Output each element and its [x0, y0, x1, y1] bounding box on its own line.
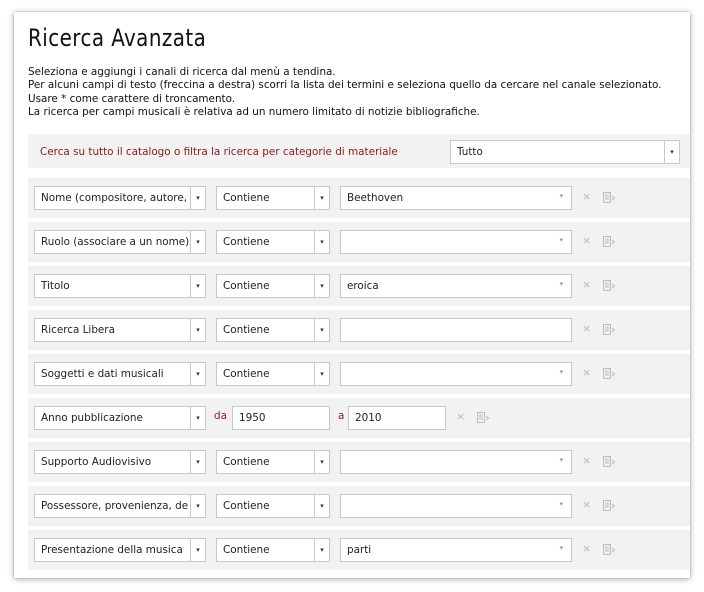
field-select[interactable]: [34, 406, 206, 430]
caret-down-icon[interactable]: ▾: [559, 280, 563, 288]
chevron-down-icon: ▾: [314, 319, 329, 341]
field-select[interactable]: [34, 362, 206, 386]
chevron-down-icon: ▾: [190, 187, 205, 209]
year-from-value: 1950: [239, 412, 266, 424]
operator-select-value: Contiene: [223, 280, 270, 292]
chevron-down-icon: ▾: [314, 495, 329, 517]
search-row: [28, 354, 690, 394]
field-select-value: Nome (compositore, autore,: [41, 192, 188, 204]
operator-select-value: Contiene: [223, 456, 270, 468]
close-icon[interactable]: ×: [582, 542, 592, 555]
operator-select-value: Contiene: [223, 500, 270, 512]
operator-select-value: Contiene: [223, 368, 270, 380]
search-value-input[interactable]: [340, 274, 572, 298]
chevron-down-icon: ▾: [190, 495, 205, 517]
caret-down-icon[interactable]: ▾: [559, 368, 563, 376]
operator-select[interactable]: [216, 362, 330, 386]
field-select[interactable]: [34, 494, 206, 518]
operator-select-value: Contiene: [223, 324, 270, 336]
search-value-input[interactable]: [340, 186, 572, 210]
field-select[interactable]: [34, 230, 206, 254]
page-title: Ricerca Avanzata: [28, 24, 207, 52]
duplicate-row-icon[interactable]: [602, 454, 616, 468]
search-value-input[interactable]: [340, 450, 572, 474]
search-value-input[interactable]: [340, 494, 572, 518]
instruction-line: Per alcuni campi di testo (freccina a destra) scorri la lista dei termini e seleziona quello da cercare nel canale selezionato.: [28, 79, 662, 92]
year-to-input[interactable]: [348, 406, 446, 430]
chevron-down-icon: ▾: [190, 451, 205, 473]
instruction-line: Usare * come carattere di troncamento.: [28, 92, 236, 105]
year-to-value: 2010: [355, 412, 382, 424]
field-select[interactable]: [34, 450, 206, 474]
instruction-line: La ricerca per campi musicali è relativa ad un numero limitato di notizie bibliografiche.: [28, 105, 480, 118]
close-icon[interactable]: ×: [582, 322, 592, 335]
duplicate-row-icon[interactable]: [602, 234, 616, 248]
search-value-input[interactable]: [340, 362, 572, 386]
search-value-input[interactable]: [340, 318, 572, 342]
field-select-value: Soggetti e dati musicali: [41, 368, 164, 380]
field-select-value: Ruolo (associare a un nome): [41, 236, 189, 248]
operator-select[interactable]: [216, 186, 330, 210]
instruction-line: Seleziona e aggiungi i canali di ricerca dal menù a tendina.: [28, 66, 336, 78]
field-select[interactable]: [34, 318, 206, 342]
chevron-down-icon: ▾: [314, 363, 329, 385]
operator-select[interactable]: [216, 494, 330, 518]
search-row: [28, 398, 690, 438]
category-filter-row: [28, 134, 690, 168]
chevron-down-icon: ▾: [190, 539, 205, 561]
operator-select-value: Contiene: [223, 544, 270, 556]
field-select-value: Presentazione della musica: [41, 544, 183, 556]
close-icon[interactable]: ×: [582, 498, 592, 511]
close-icon[interactable]: ×: [582, 234, 592, 247]
field-select[interactable]: [34, 538, 206, 562]
close-icon[interactable]: ×: [582, 278, 592, 291]
duplicate-row-icon[interactable]: [602, 322, 616, 336]
search-value-input[interactable]: [340, 538, 572, 562]
instructions: [28, 66, 662, 119]
search-value-text: parti: [347, 544, 372, 556]
chevron-down-icon: ▾: [190, 363, 205, 385]
caret-down-icon[interactable]: ▾: [559, 456, 563, 464]
duplicate-row-icon[interactable]: [476, 410, 490, 424]
caret-down-icon[interactable]: ▾: [559, 236, 563, 244]
duplicate-row-icon[interactable]: [602, 542, 616, 556]
caret-down-icon[interactable]: ▾: [559, 192, 563, 200]
search-row: [28, 442, 690, 482]
close-icon[interactable]: ×: [582, 366, 592, 379]
search-value-input[interactable]: [340, 230, 572, 254]
operator-select-value: Contiene: [223, 192, 270, 204]
chevron-down-icon: ▾: [190, 319, 205, 341]
chevron-down-icon: ▾: [190, 407, 205, 429]
duplicate-row-icon[interactable]: [602, 366, 616, 380]
close-icon[interactable]: ×: [456, 410, 466, 423]
search-row: [28, 266, 690, 306]
field-select[interactable]: [34, 274, 206, 298]
search-row: [28, 486, 690, 526]
operator-select[interactable]: [216, 450, 330, 474]
close-icon[interactable]: ×: [582, 190, 592, 203]
operator-select[interactable]: [216, 230, 330, 254]
operator-select[interactable]: [216, 318, 330, 342]
field-select-value: Supporto Audiovisivo: [41, 456, 152, 468]
chevron-down-icon: ▾: [190, 231, 205, 253]
duplicate-row-icon[interactable]: [602, 498, 616, 512]
field-select-value: Anno pubblicazione: [41, 412, 143, 424]
caret-down-icon[interactable]: ▾: [559, 500, 563, 508]
range-to-label: a: [338, 410, 345, 422]
chevron-down-icon: ▾: [190, 275, 205, 297]
caret-down-icon[interactable]: ▾: [559, 544, 563, 552]
category-select[interactable]: [450, 140, 680, 164]
advanced-search-panel: [14, 12, 690, 578]
operator-select[interactable]: [216, 538, 330, 562]
field-select-value: Possessore, provenienza, de: [41, 500, 189, 512]
search-value-text: eroica: [347, 280, 379, 292]
search-row: [28, 310, 690, 350]
duplicate-row-icon[interactable]: [602, 190, 616, 204]
year-from-input[interactable]: [232, 406, 330, 430]
chevron-down-icon: ▾: [314, 539, 329, 561]
chevron-down-icon: ▾: [314, 275, 329, 297]
category-select-value: Tutto: [457, 146, 483, 158]
chevron-down-icon: ▾: [664, 141, 679, 163]
field-select-value: Titolo: [41, 280, 70, 292]
operator-select[interactable]: [216, 274, 330, 298]
chevron-down-icon: ▾: [314, 231, 329, 253]
field-select-value: Ricerca Libera: [41, 324, 115, 336]
search-value-text: Beethoven: [347, 192, 404, 204]
category-filter-label: Cerca su tutto il catalogo o filtra la ricerca per categorie di materiale: [40, 146, 398, 158]
close-icon[interactable]: ×: [582, 454, 592, 467]
field-select[interactable]: [34, 186, 206, 210]
search-row: [28, 222, 690, 262]
range-from-label: da: [214, 410, 227, 422]
search-row: [28, 178, 690, 218]
duplicate-row-icon[interactable]: [602, 278, 616, 292]
operator-select-value: Contiene: [223, 236, 270, 248]
search-row: [28, 530, 690, 570]
chevron-down-icon: ▾: [314, 451, 329, 473]
chevron-down-icon: ▾: [314, 187, 329, 209]
